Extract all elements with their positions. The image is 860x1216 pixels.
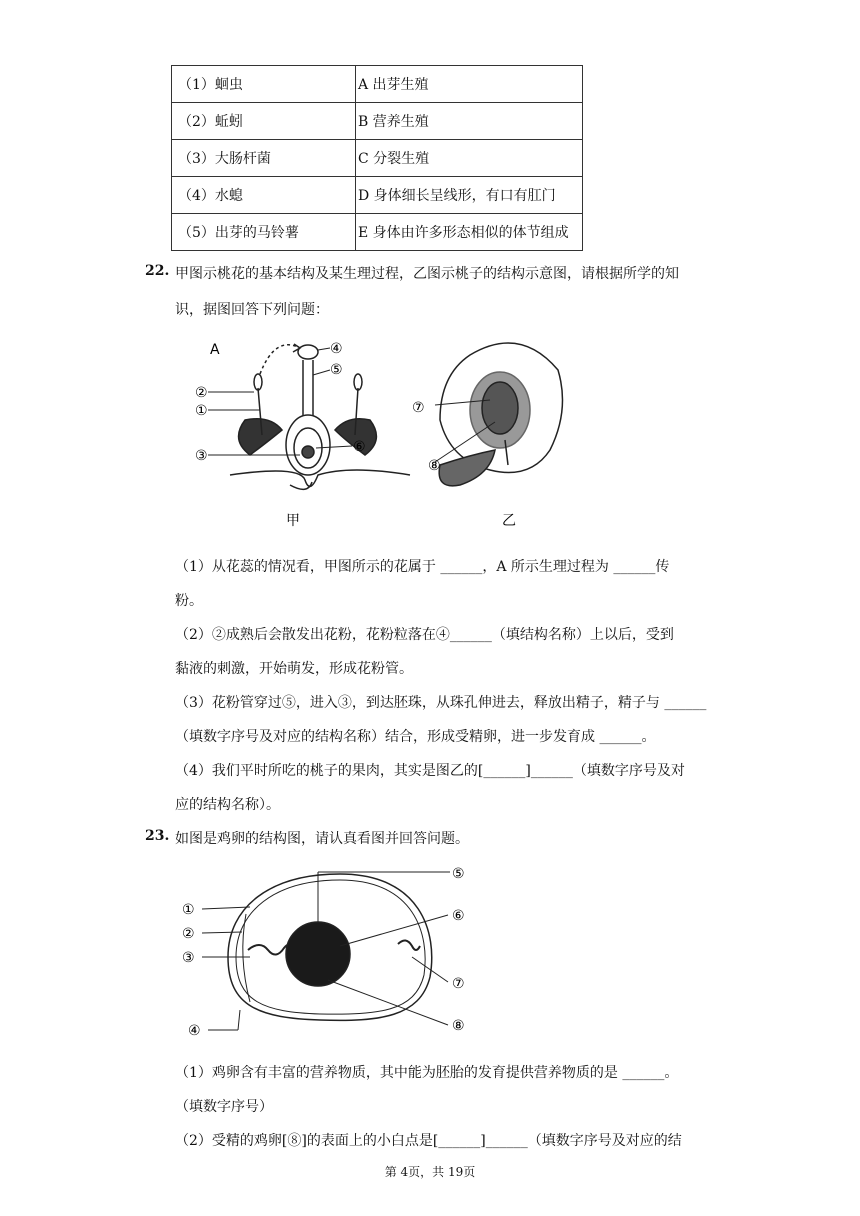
q22-part3-cont: （填数字序号及对应的结构名称）结合，形成受精卵，进一步发育成 ______。 — [175, 729, 656, 745]
page-footer: 第 4页，共 19页 — [384, 1165, 476, 1179]
q23-part2: （2）受精的鸡卵[⑧]的表面上的小白点是[______]______（填数字序号及对应的结 — [175, 1133, 682, 1149]
question-22-number: 22. — [145, 263, 170, 279]
question-23-number: 23. — [145, 828, 170, 844]
egg-label-3: ③ — [182, 950, 195, 966]
egg-label-6: ⑥ — [452, 908, 465, 924]
matching-table — [171, 65, 583, 251]
label-8: ⑧ — [428, 458, 441, 474]
peach-diagram — [190, 330, 590, 530]
table-row — [172, 103, 583, 140]
egg-label-2: ② — [182, 926, 195, 942]
fruit-diagram — [435, 343, 563, 486]
label-3: ③ — [195, 448, 208, 464]
table-cell-organism: （4）水螅 — [172, 177, 356, 214]
q23-part1: （1）鸡卵含有丰富的营养物质，其中能为胚胎的发育提供营养物质的是 ______。 — [175, 1065, 679, 1081]
flower-diagram — [208, 344, 410, 489]
q23-part1-cont: （填数字序号） — [175, 1099, 273, 1115]
table-cell-organism: （1）蛔虫 — [172, 66, 356, 103]
table-cell-organism: （5）出芽的马铃薯 — [172, 214, 356, 251]
table-cell-feature: E 身体由许多形态相似的体节组成 — [356, 214, 583, 251]
label-6: ⑥ — [353, 439, 366, 455]
egg-label-5: ⑤ — [452, 866, 465, 882]
label-7: ⑦ — [412, 400, 425, 416]
table-cell-feature: D 身体细长呈线形，有口有肛门 — [356, 177, 583, 214]
question-23-stem: 如图是鸡卵的结构图，请认真看图并回答问题。 — [175, 831, 469, 847]
question-22-stem-cont: 识，据图回答下列问题： — [175, 302, 329, 318]
table-cell-feature: B 营养生殖 — [356, 103, 583, 140]
label-A: A — [210, 342, 220, 358]
table-row — [172, 140, 583, 177]
table-row — [172, 66, 583, 103]
egg-label-1: ① — [182, 902, 195, 918]
table-cell-organism: （2）蚯蚓 — [172, 103, 356, 140]
q22-part4-cont: 应的结构名称）。 — [175, 797, 280, 813]
caption-yi: 乙 — [502, 513, 516, 529]
q22-part4: （4）我们平时所吃的桃子的果肉，其实是图乙的[______]______（填数字序号及对 — [175, 763, 685, 779]
egg-diagram — [180, 862, 490, 1042]
egg-structure-figure — [180, 862, 490, 1042]
egg-label-8: ⑧ — [452, 1018, 465, 1034]
egg-label-4: ④ — [188, 1023, 201, 1039]
q22-part3: （3）花粉管穿过⑤，进入③，到达胚珠，从珠孔伸进去，释放出精子，精子与 ______ — [175, 695, 707, 711]
table-cell-organism: （3）大肠杆菌 — [172, 140, 356, 177]
q22-part1: （1）从花蕊的情况看，甲图所示的花属于 ______，A 所示生理过程为 ______传 — [175, 559, 670, 575]
q22-part2-cont: 黏液的刺激，开始萌发，形成花粉管。 — [175, 661, 413, 677]
table-cell-feature: A 出芽生殖 — [356, 66, 583, 103]
q22-part1-cont: 粉。 — [175, 593, 203, 609]
label-4: ④ — [330, 341, 343, 357]
table-row — [172, 214, 583, 251]
table-cell-feature: C 分裂生殖 — [356, 140, 583, 177]
label-1: ① — [195, 403, 208, 419]
table-row — [172, 177, 583, 214]
label-5: ⑤ — [330, 362, 343, 378]
caption-jia: 甲 — [286, 513, 300, 529]
label-2: ② — [195, 385, 208, 401]
q22-part2: （2）②成熟后会散发出花粉，花粉粒落在④______（填结构名称）上以后，受到 — [175, 627, 674, 643]
question-22-stem: 甲图示桃花的基本结构及某生理过程，乙图示桃子的结构示意图，请根据所学的知 — [175, 266, 679, 282]
peach-flower-fruit-figure — [190, 330, 590, 530]
egg-label-7: ⑦ — [452, 976, 465, 992]
